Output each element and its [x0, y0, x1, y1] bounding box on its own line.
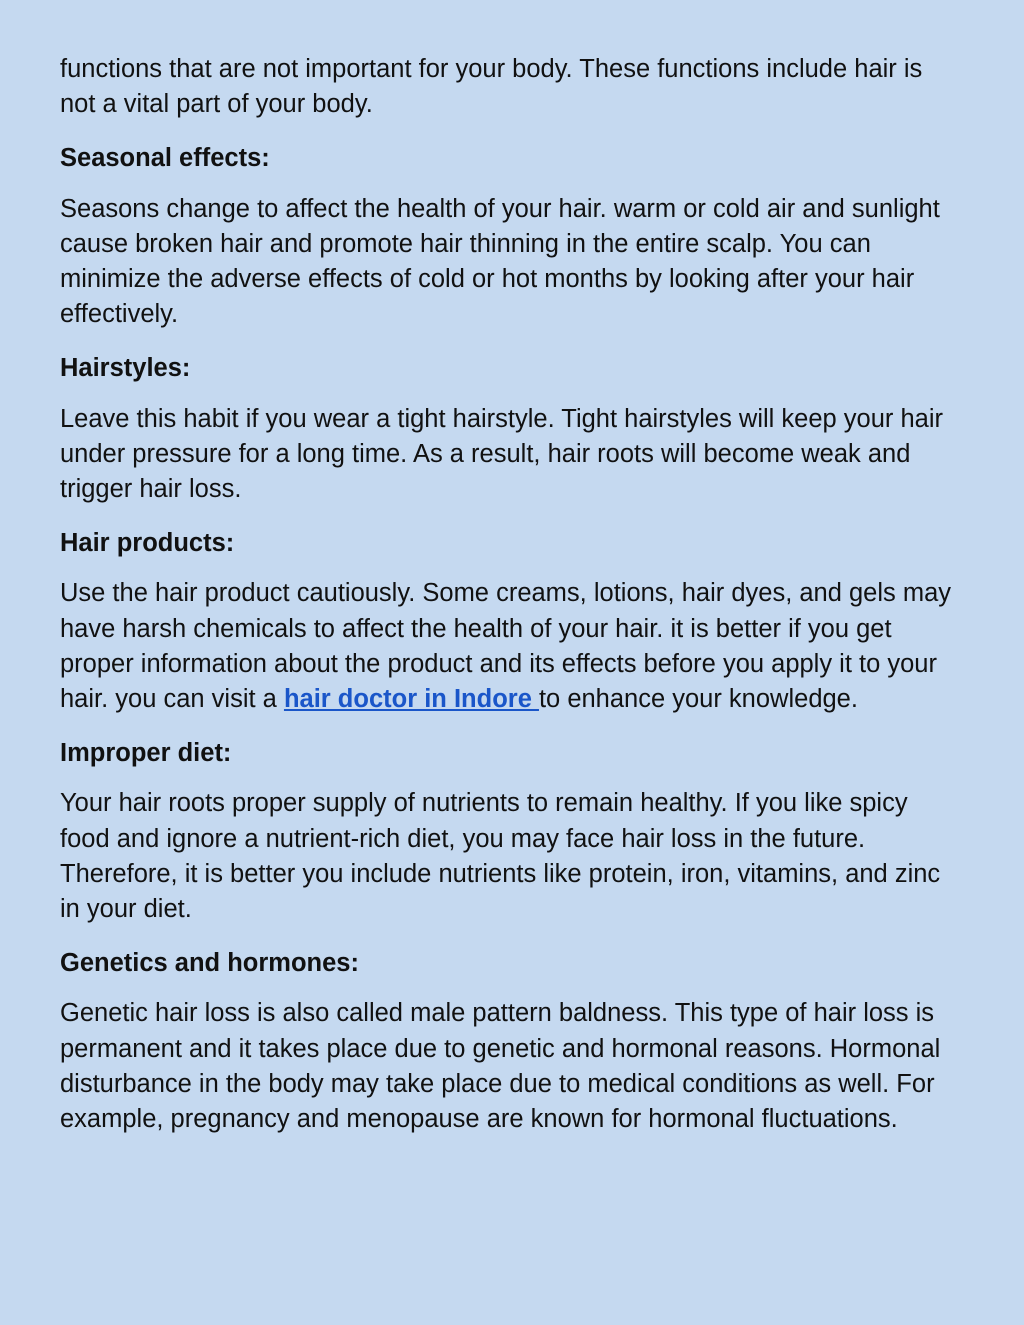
hair-doctor-link[interactable]: hair doctor in Indore	[283, 685, 539, 714]
hair-products-text-before-link: Use the hair product cautiously. Some creams, lotions, hair dyes, and gels may have harsh chemicals to affect the health of your hair. it is better if you get proper information about the product and its effects before you apply it to your hair. you can visit a	[60, 579, 952, 714]
paragraph-improper-diet: Your hair roots proper supply of nutrients to remain healthy. If you like spicy food and ignore a nutrient-rich diet, you may face hair loss in the future. Therefore, it is better you include nutrients like protein, iron, vitamins, and zinc in your diet.	[60, 789, 941, 924]
heading-hair-products: Hair products:	[60, 529, 235, 558]
paragraph-seasonal-effects: Seasons change to affect the health of your hair. warm or cold air and sunlight cause broken hair and promote hair thinning in the entire scalp. You can minimize the adverse effects of cold or hot months by looking after your hair effectively.	[60, 194, 940, 329]
paragraph-genetics-hormones: Genetic hair loss is also called male pattern baldness. This type of hair loss is permanent and it takes place due to genetic and hormonal reasons. Hormonal disturbance in the body may take place due to medical conditions as well. For example, pregnancy and menopause are known for hormonal fluctuations.	[60, 999, 941, 1134]
heading-improper-diet: Improper diet:	[60, 739, 232, 768]
intro-paragraph: functions that are not important for your body. These functions include hair is not a vital part of your body.	[60, 55, 923, 119]
paragraph-hair-products	[60, 576, 954, 717]
heading-hairstyles: Hairstyles:	[60, 354, 191, 383]
paragraph-hairstyles: Leave this habit if you wear a tight hairstyle. Tight hairstyles will keep your hair under pressure for a long time. As a result, hair roots will become weak and trigger hair loss.	[60, 404, 944, 504]
heading-seasonal-effects: Seasonal effects:	[60, 144, 270, 173]
hair-products-text-after-link: to enhance your knowledge.	[538, 685, 858, 714]
heading-genetics-hormones: Genetics and hormones:	[60, 949, 359, 978]
